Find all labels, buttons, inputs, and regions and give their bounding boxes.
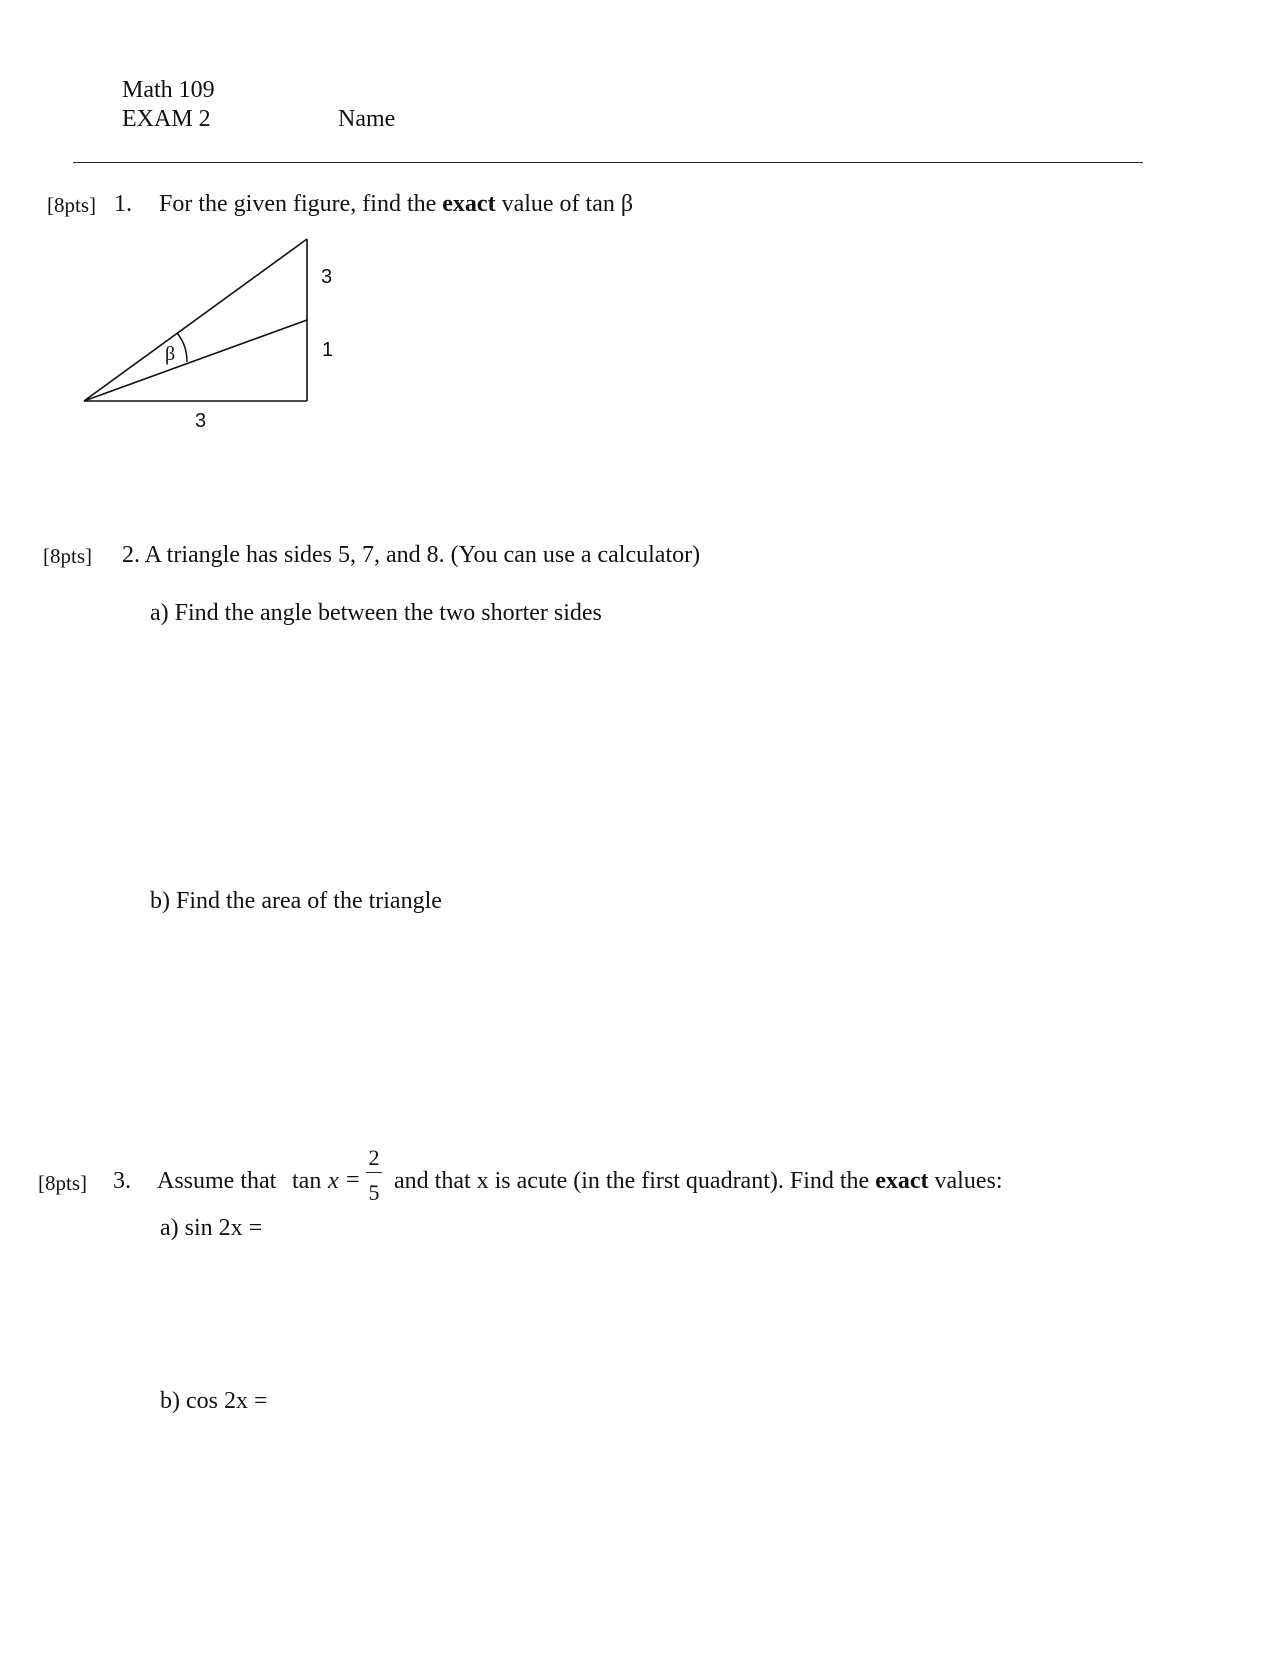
side-label-top: 3 bbox=[321, 266, 333, 288]
q1-text-bold: exact bbox=[442, 191, 496, 217]
q1-points: [8pts] bbox=[47, 193, 96, 217]
fraction-denominator: 5 bbox=[368, 1180, 380, 1205]
q3-prompt-rest bbox=[394, 1167, 1003, 1195]
exam-title: EXAM 2 bbox=[122, 106, 211, 132]
q1-text-after: value of tan β bbox=[495, 191, 634, 217]
triangle-inner-line bbox=[84, 320, 307, 401]
fraction-bar bbox=[366, 1172, 382, 1173]
beta-angle-arc bbox=[177, 333, 187, 362]
q1-triangle-figure bbox=[0, 0, 420, 460]
q1-number: 1. bbox=[114, 191, 132, 217]
triangle-hypotenuse bbox=[84, 239, 307, 401]
q3-assume-text: Assume that bbox=[157, 1168, 277, 1194]
q3-part-b: b) cos 2x = bbox=[160, 1388, 268, 1414]
q3-text-end: values: bbox=[928, 1168, 1003, 1194]
name-label: Name bbox=[338, 106, 396, 132]
q3-number: 3. bbox=[113, 1168, 131, 1194]
q3-tan-text: tan bbox=[292, 1168, 322, 1194]
beta-label: β bbox=[165, 343, 176, 365]
q3-points: [8pts] bbox=[38, 1171, 87, 1195]
q3-part-a: a) sin 2x = bbox=[160, 1215, 263, 1241]
q1-text-before: For the given figure, find the bbox=[159, 191, 443, 217]
q3-variable-x: x bbox=[328, 1168, 339, 1194]
q2-part-a: a) Find the angle between the two shorter sides bbox=[150, 600, 602, 626]
q2-part-b: b) Find the area of the triangle bbox=[150, 888, 442, 914]
q2-prompt: 2. A triangle has sides 5, 7, and 8. (You can use a calculator) bbox=[122, 542, 701, 568]
q2-points: [8pts] bbox=[43, 544, 92, 568]
course-title: Math 109 bbox=[122, 77, 215, 103]
side-label-base: 3 bbox=[195, 410, 207, 432]
fraction-numerator: 2 bbox=[368, 1145, 380, 1170]
q3-text-after: and that x is acute (in the first quadrant). Find the bbox=[394, 1168, 876, 1194]
side-label-mid: 1 bbox=[322, 339, 334, 361]
q3-text-bold: exact bbox=[875, 1168, 929, 1194]
q3-equals: = bbox=[346, 1167, 360, 1193]
